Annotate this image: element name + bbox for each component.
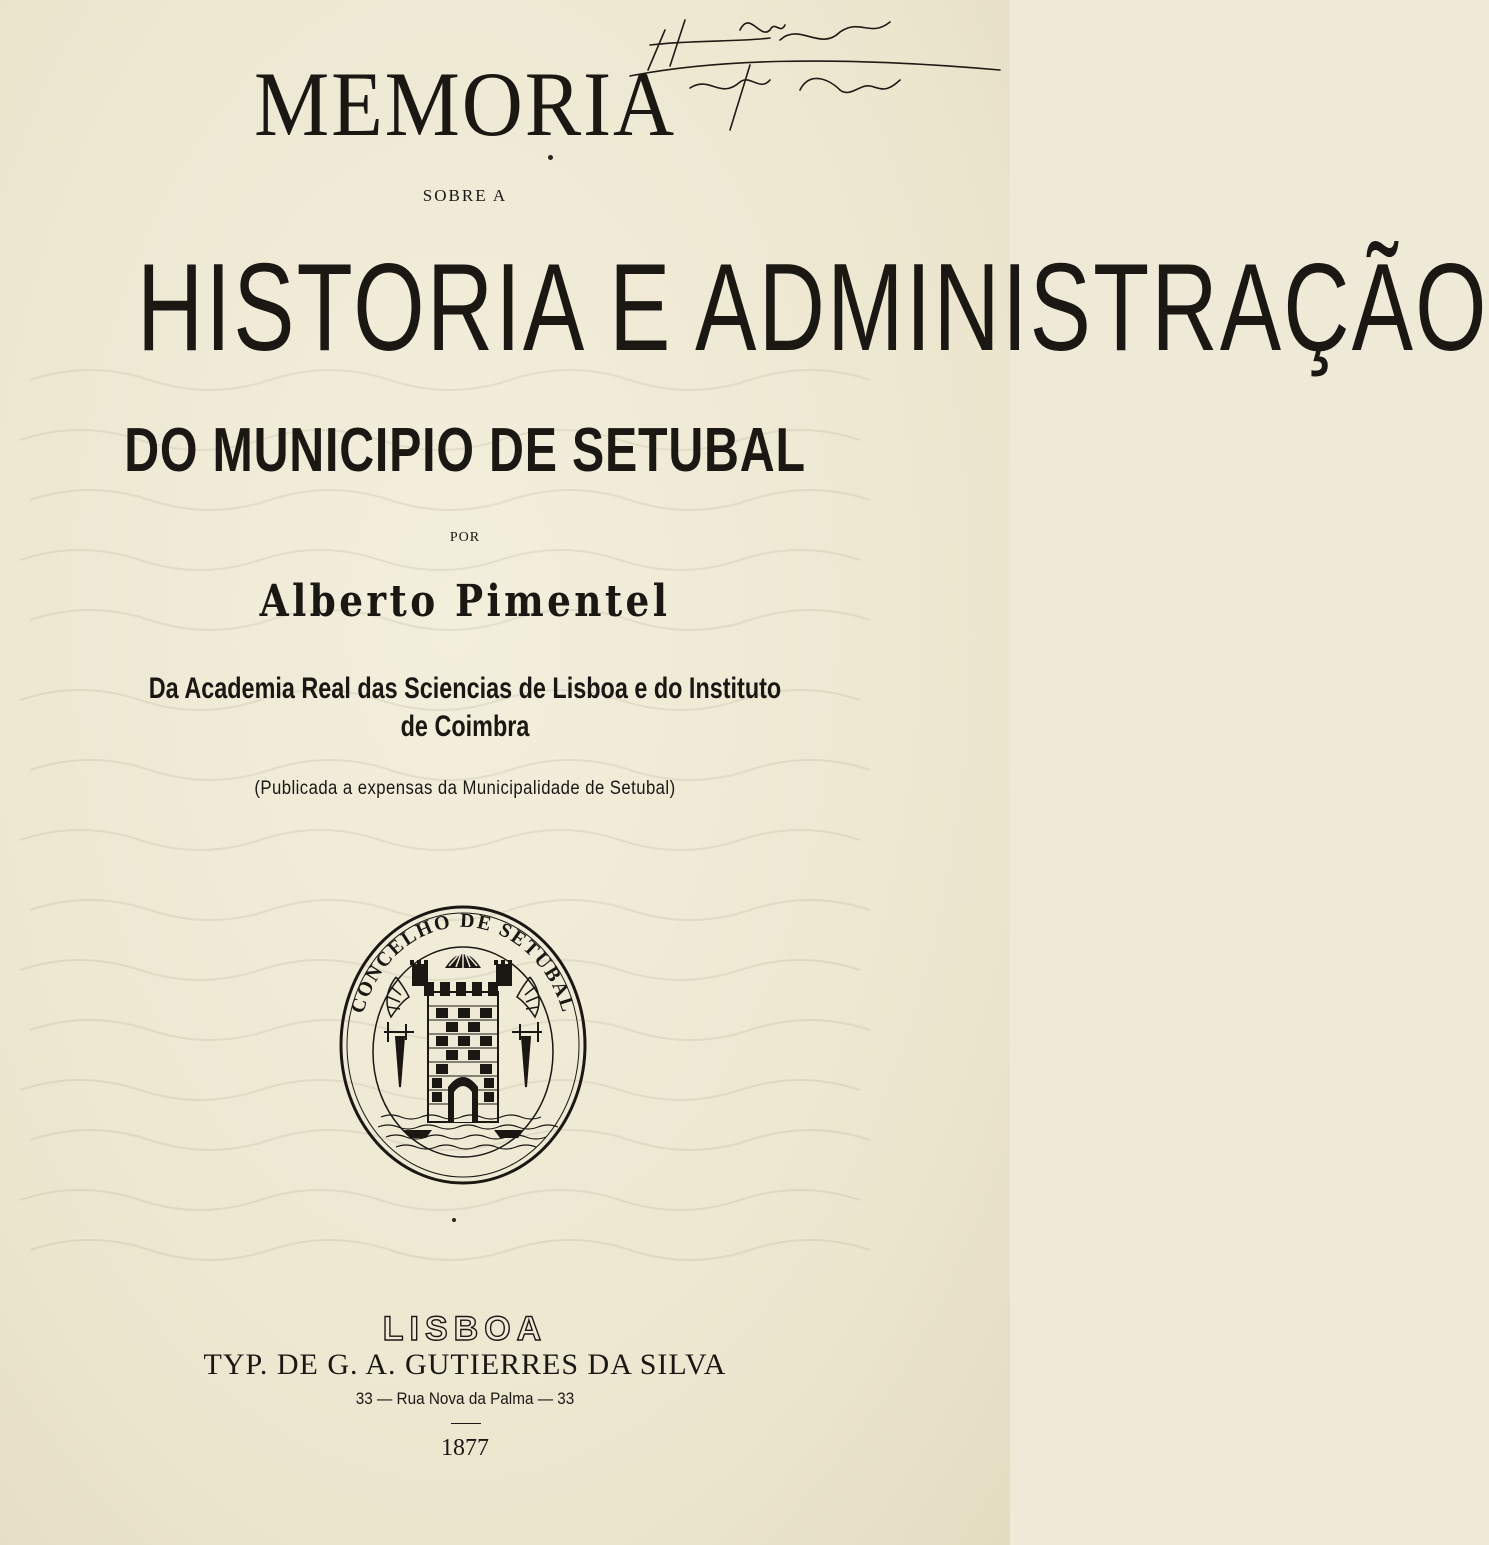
author-affiliation-line2: de Coimbra xyxy=(400,710,530,743)
municipal-seal xyxy=(336,902,590,1188)
title-historia-e-administracao: HISTORIA E ADMINISTRAÇÃO xyxy=(137,239,1489,377)
seal-sword-left-icon xyxy=(384,1022,414,1087)
seal-shell-icon xyxy=(445,948,481,968)
ink-speck xyxy=(452,1218,456,1222)
imprint-divider xyxy=(451,1423,481,1424)
imprint-city-text: LISBOA xyxy=(382,1310,548,1348)
author-name: Alberto Pimentel xyxy=(259,576,671,627)
imprint-address: 33 — Rua Nova da Palma — 33 xyxy=(355,1389,575,1408)
seal-boats-icon xyxy=(404,1130,524,1138)
publication-note: (Publicada a expensas da Municipalidade de Setubal) xyxy=(254,778,676,799)
title-do-municipio-de-setubal: DO MUNICIPIO DE SETUBAL xyxy=(124,416,806,485)
imprint-city xyxy=(0,1312,930,1346)
imprint-year: 1877 xyxy=(441,1435,489,1461)
signature-text-line1: Hautchi xyxy=(700,18,822,53)
seal-castle-icon xyxy=(424,982,498,1122)
byline-por: POR xyxy=(449,530,481,545)
imprint-printer: TYP. DE G. A. GUTIERRES DA SILVA xyxy=(203,1348,727,1381)
author-affiliation-line1: Da Academia Real das Sciencias de Lisboa e do Instituto xyxy=(148,672,782,705)
title-sobre-a: SOBRE A xyxy=(422,186,508,205)
seal-sword-right-icon xyxy=(512,1022,542,1087)
signature-text-line2: Eng.º Civil xyxy=(710,77,851,107)
title-memoria: MEMORIA xyxy=(254,53,676,155)
ink-speck xyxy=(548,155,553,160)
seal-inscription: CONCELHO DE SETUBAL xyxy=(346,909,580,1016)
